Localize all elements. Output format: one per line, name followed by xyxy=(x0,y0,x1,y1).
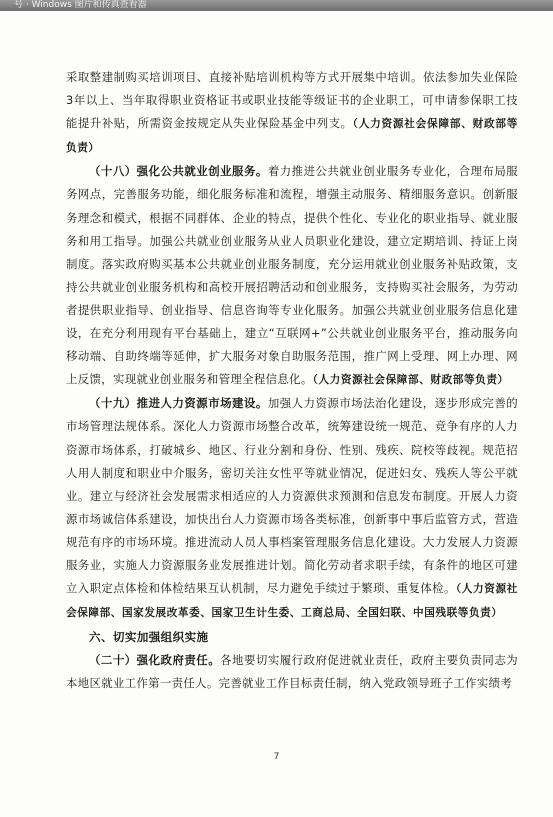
responsible-departments: （人力资源社会保障部、国家发展改革委、国家卫生计生委、工商总局、全国妇联、中国残联等负责） xyxy=(66,583,518,620)
section-heading: 六、切实加强组织实施 xyxy=(89,630,209,645)
paragraph-18-public-employment-service xyxy=(66,160,518,392)
paragraph-19-hr-market xyxy=(66,392,518,625)
paragraph-lead: （二十）强化政府责任。 xyxy=(89,653,221,668)
paragraph-text: 加强人力资源市场法治化建设，逐步形成完善的市场管理法规体系。深化人力资源市场整合改革，统筹建设统一规范、竞争有序的人力资源市场体系，打破城乡、地区、行业分割和身份、性别、残疾、院校等歧视。规范招人用人制度和职业中介服务，密切关注女性平等就业情况，促进妇女、残疾人等公平就业。建立与经济社会发展需求相适应的人力资源供求预测和信息发布制度。开展人力资源市场诚信体系建设，加快出台人力资源市场各类标准，创新事中事后监管方式，营造规范有序的市场环境。推进流动人员人事档案管理服务信息化建设。大力发展人力资源服务业，实施人力资源服务业发展推进计划。简化劳动者求职手续，有条件的地区可建立入职定点体检和体检结果互认机制，尽力避免手续过于繁琐、重复体检。 xyxy=(66,396,518,596)
window-title-bar xyxy=(0,0,553,11)
paragraph-lead: （十八）强化公共就业创业服务。 xyxy=(89,164,268,179)
paragraph-training-subsidy xyxy=(66,66,518,160)
paragraph-text: 各地要切实履行政府促进就业责任，政府主要负责同志为本地区就业工作第一责任人。完善就业工作目标责任制，纳入党政领导班子工作实绩考 xyxy=(66,653,518,691)
window-title: 号 · Windows 图片和传真查看器 xyxy=(14,0,147,10)
page-number: 7 xyxy=(273,752,280,762)
responsible-departments: （人力资源社会保障部、财政部等负责） xyxy=(312,374,509,387)
paragraph-lead: （十九）推进人力资源市场建设。 xyxy=(89,396,268,411)
paragraph-20-government-responsibility xyxy=(66,649,518,695)
responsible-departments: （人力资源社会保障部、财政部等负责） xyxy=(66,118,519,155)
paragraph-text: 着力推进公共就业创业服务专业化，合理布局服务网点，完善服务功能，细化服务标准和流程，增强主动服务、精细服务意识。创新服务理念和模式，根据不同群体、企业的特点，提供个性化、专业化的职业指导、就业服务和用工指导。加强公共就业创业服务从业人员职业化建设，建立定期培训、持证上岗制度。落实政府购买基本公共就业创业服务制度，充分运用就业创业服务补贴政策，支持公共就业创业服务机构和高校开展招聘活动和创业服务，支持购买社会服务，为劳动者提供职业指导、创业指导、信息咨询等专业化服务。加强公共就业创业服务信息化建设，在充分利用现有平台基础上，建立“互联网+”公共就业创业服务平台，推动服务向移动端、自助终端等延伸，扩大服务对象自助服务范围，推广网上受理、网上办理、网上反馈，实现就业创业服务和管理全程信息化。 xyxy=(66,164,518,387)
paragraph-text: 采取整建制购买培训项目、直接补贴培训机构等方式开展集中培训。依法参加失业保险3年以上、当年取得职业资格证书或职业技能等级证书的企业职工，可申请参保职工技能提升补贴，所需资金按规定从失业保险基金中列支。 xyxy=(66,70,518,131)
document-page xyxy=(66,66,518,696)
